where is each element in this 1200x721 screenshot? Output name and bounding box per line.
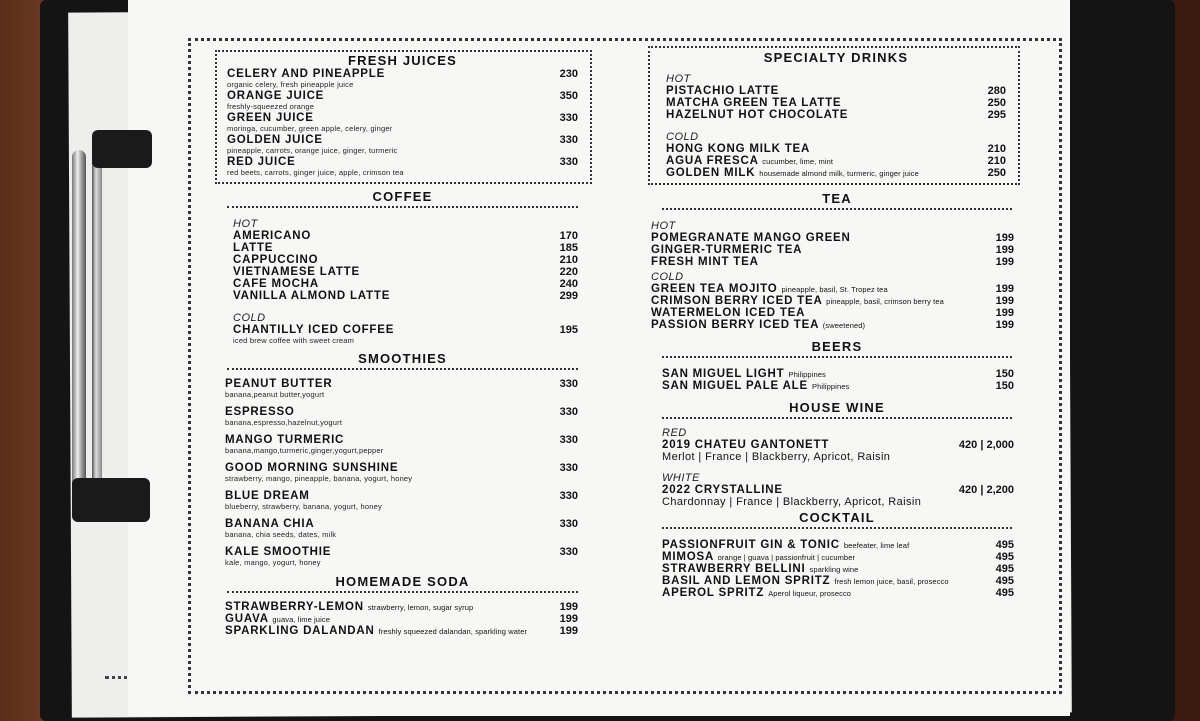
tea-cold-list xyxy=(651,283,1014,331)
wine-red-notes: Merlot | France | Blackberry, Apricot, Raisin xyxy=(662,451,891,463)
cocktail-list xyxy=(648,529,1020,599)
menu-item-name: STRAWBERRY-LEMON xyxy=(225,601,364,613)
wine-red-price: 420 | 2,000 xyxy=(958,439,1014,451)
menu-item xyxy=(225,546,578,567)
menu-item-price: 195 xyxy=(559,324,578,336)
section-title-homemade-soda: HOMEMADE SODA xyxy=(227,574,578,593)
menu-item-description: blueberry, strawberry, banana, yogurt, honey xyxy=(225,502,382,511)
wine-white-price: 420 | 2,200 xyxy=(958,484,1014,496)
menu-item-name-group xyxy=(225,613,330,625)
menu-item-price: 250 xyxy=(987,167,1006,179)
menu-item xyxy=(666,97,1006,109)
menu-item-name-group xyxy=(662,368,826,380)
menu-item-row xyxy=(227,112,578,124)
wine-white-label: WHITE xyxy=(662,472,700,484)
menu-item-description: banana,mango,turmeric,ginger,yogurt,pepper xyxy=(225,446,384,455)
menu-item-name-group xyxy=(662,587,851,599)
menu-item-name: WATERMELON ICED TEA xyxy=(651,307,806,319)
menu-item xyxy=(651,307,1014,319)
menu-item-name: STRAWBERRY BELLINI xyxy=(662,563,806,575)
menu-item xyxy=(651,295,1014,307)
menu-item-row xyxy=(666,97,1006,109)
menu-item-description: kale, mango, yogurt, honey xyxy=(225,558,321,567)
menu-item-name: CHANTILLY ICED COFFEE xyxy=(233,324,395,336)
menu-item-price: 210 xyxy=(559,254,578,266)
menu-item-description: cucumber, lime, mint xyxy=(762,157,834,166)
menu-item xyxy=(233,290,578,302)
menu-item xyxy=(651,319,1014,331)
section-title-specialty-drinks: SPECIALTY DRINKS xyxy=(763,50,909,65)
section-title-fresh-juices: FRESH JUICES xyxy=(347,53,458,68)
menu-item-name: GINGER-TURMERIC TEA xyxy=(651,244,803,256)
menu-item-price: 495 xyxy=(995,551,1014,563)
menu-item-price: 330 xyxy=(559,156,578,168)
coffee-hot-list xyxy=(233,230,578,302)
menu-item-price: 350 xyxy=(559,90,578,102)
menu-item xyxy=(227,112,578,133)
menu-item-description: iced brew coffee with sweet cream xyxy=(233,336,355,345)
menu-item-row xyxy=(666,109,1006,121)
menu-item-price: 330 xyxy=(559,434,578,446)
homemade-soda-list xyxy=(215,593,590,637)
wine-white-notes: Chardonnay | France | Blackberry, Apricot, Raisin xyxy=(662,496,922,508)
menu-item-price: 170 xyxy=(559,230,578,242)
menu-item-row xyxy=(225,462,578,474)
menu-item xyxy=(233,278,578,290)
menu-item-description: Aperol liqueur, prosecco xyxy=(768,589,852,598)
menu-item-row xyxy=(233,242,578,254)
menu-item-name: MANGO TURMERIC xyxy=(225,434,345,446)
menu-item-name: APEROL SPRITZ xyxy=(662,587,765,599)
menu-item-price: 230 xyxy=(559,68,578,80)
menu-item-name: BLUE DREAM xyxy=(225,490,310,502)
menu-item-price: 250 xyxy=(987,97,1006,109)
menu-item xyxy=(225,462,578,483)
menu-item-description: red beets, carrots, ginger juice, apple, crimson tea xyxy=(227,168,404,177)
menu-item-row xyxy=(227,156,578,168)
clip-bar xyxy=(72,150,86,520)
tea-hot-list xyxy=(651,232,1014,268)
left-column xyxy=(215,50,590,637)
wine-item-white xyxy=(662,484,1014,496)
right-column xyxy=(648,46,1020,599)
menu-item xyxy=(662,575,1014,587)
section-title-cocktail: COCKTAIL xyxy=(662,510,1012,529)
menu-item-name-group xyxy=(662,380,849,392)
menu-item-name: GOLDEN JUICE xyxy=(227,134,323,146)
menu-item-name: GREEN JUICE xyxy=(227,112,314,124)
menu-item-name-group xyxy=(662,575,949,587)
menu-item xyxy=(225,613,578,625)
fresh-juices-list xyxy=(227,68,578,177)
menu-item-row xyxy=(225,546,578,558)
menu-item-price: 495 xyxy=(995,563,1014,575)
menu-item xyxy=(225,378,578,399)
menu-item-name-group xyxy=(651,283,888,295)
section-title-smoothies: SMOOTHIES xyxy=(227,351,578,370)
menu-item xyxy=(651,283,1014,295)
menu-item xyxy=(662,551,1014,563)
menu-item-name: MATCHA GREEN TEA LATTE xyxy=(666,97,842,109)
menu-item-description: Philippines xyxy=(811,382,850,391)
menu-item-price: 185 xyxy=(559,242,578,254)
menu-item-row xyxy=(227,68,578,80)
menu-item-name-group xyxy=(662,563,858,575)
menu-item-price: 240 xyxy=(559,278,578,290)
menu-item-name: AMERICANO xyxy=(233,230,312,242)
menu-item-description: banana, chia seeds, dates, milk xyxy=(225,530,337,539)
menu-item-name-group xyxy=(651,295,944,307)
menu-item-price: 199 xyxy=(995,319,1014,331)
specialty-cold-list xyxy=(666,143,1006,179)
menu-item-name: PISTACHIO LATTE xyxy=(666,85,780,97)
menu-item-name: CAPPUCCINO xyxy=(233,254,319,266)
specialty-cold-label: COLD xyxy=(666,131,699,143)
menu-item-name: GUAVA xyxy=(225,613,269,625)
menu-item-name: POMEGRANATE MANGO GREEN xyxy=(651,232,851,244)
menu-item-row xyxy=(233,290,578,302)
menu-item-name: GREEN TEA MOJITO xyxy=(651,283,778,295)
menu-item-name: BASIL AND LEMON SPRITZ xyxy=(662,575,831,587)
menu-item-description: guava, lime juice xyxy=(272,615,330,624)
menu-item-price: 330 xyxy=(559,112,578,124)
beers-list xyxy=(648,358,1020,392)
menu-item xyxy=(225,406,578,427)
menu-item xyxy=(662,368,1014,380)
clipboard-clip xyxy=(52,130,152,530)
menu-item-name: SAN MIGUEL LIGHT xyxy=(662,368,785,380)
menu-item-name: BANANA CHIA xyxy=(225,518,315,530)
tea-list xyxy=(648,210,1020,331)
menu-item xyxy=(662,587,1014,599)
menu-item-name: GOOD MORNING SUNSHINE xyxy=(225,462,399,474)
menu-item-price: 280 xyxy=(987,85,1006,97)
wine-white-name: 2022 CRYSTALLINE xyxy=(662,484,783,496)
wine-red-label: RED xyxy=(662,427,687,439)
menu-item-description: housemade almond milk, turmeric, ginger juice xyxy=(759,169,919,178)
menu-item-name: CAFE MOCHA xyxy=(233,278,319,290)
menu-item xyxy=(651,256,1014,268)
menu-item-row xyxy=(225,378,578,390)
specialty-drinks-box xyxy=(648,46,1020,185)
menu-item-price: 199 xyxy=(995,244,1014,256)
menu-item-price: 295 xyxy=(987,109,1006,121)
tea-hot-label: HOT xyxy=(651,220,676,232)
menu-item-name: CRIMSON BERRY ICED TEA xyxy=(651,295,823,307)
menu-item-price: 199 xyxy=(559,613,578,625)
menu-item xyxy=(666,155,1006,167)
menu-item-description: freshly-squeezed orange xyxy=(227,102,315,111)
menu-item-row xyxy=(225,490,578,502)
clip-arm xyxy=(92,148,102,520)
menu-item xyxy=(225,434,578,455)
menu-item xyxy=(225,490,578,511)
menu-item-row xyxy=(227,90,578,102)
menu-item-name: MIMOSA xyxy=(662,551,714,563)
menu-item-description: (sweetened) xyxy=(822,321,866,330)
menu-item-name-group xyxy=(662,539,909,551)
menu-item-description: organic celery, fresh pineapple juice xyxy=(227,80,354,89)
menu-item-name: GOLDEN MILK xyxy=(666,167,756,179)
section-title-coffee: COFFEE xyxy=(227,189,578,208)
menu-item-price: 199 xyxy=(559,625,578,637)
menu-item xyxy=(666,85,1006,97)
menu-item xyxy=(227,90,578,111)
menu-item-row xyxy=(225,434,578,446)
menu-item-name: HAZELNUT HOT CHOCOLATE xyxy=(666,109,849,121)
menu-item-price: 150 xyxy=(995,368,1014,380)
menu-item-name: PASSIONFRUIT GIN & TONIC xyxy=(662,539,840,551)
menu-item-name-group xyxy=(651,232,851,244)
section-title-beers: BEERS xyxy=(662,339,1012,358)
menu-item-description: freshly squeezed dalandan, sparkling water xyxy=(378,627,528,636)
menu-item-price: 199 xyxy=(995,256,1014,268)
menu-item-description: banana,espresso,hazelnut,yogurt xyxy=(225,418,343,427)
menu-item-name-group xyxy=(225,625,527,637)
menu-item-name-group xyxy=(651,256,759,268)
menu-item-name: KALE SMOOTHIE xyxy=(225,546,332,558)
menu-item-price: 199 xyxy=(559,601,578,613)
menu-item-name-group xyxy=(225,601,473,613)
menu-item xyxy=(225,625,578,637)
menu-item-price: 220 xyxy=(559,266,578,278)
menu-item-name: PASSION BERRY ICED TEA xyxy=(651,319,819,331)
menu-item-row xyxy=(233,278,578,290)
menu-item xyxy=(666,167,1006,179)
menu-item-description: pineapple, basil, crimson berry tea xyxy=(826,297,944,306)
smoothies-list xyxy=(215,370,590,567)
menu-item-price: 495 xyxy=(995,575,1014,587)
wine-red-name: 2019 CHATEU GANTONETT xyxy=(662,439,830,451)
menu-item-name-group xyxy=(651,307,805,319)
menu-item-row xyxy=(227,134,578,146)
menu-item xyxy=(651,232,1014,244)
menu-item-name: HONG KONG MILK TEA xyxy=(666,143,811,155)
menu-item-price: 199 xyxy=(995,232,1014,244)
menu-item xyxy=(662,539,1014,551)
menu-item-price: 330 xyxy=(559,462,578,474)
menu-item xyxy=(225,518,578,539)
menu-item-row xyxy=(233,230,578,242)
menu-item-description: strawberry, lemon, sugar syrup xyxy=(367,603,474,612)
specialty-hot-label: HOT xyxy=(666,73,691,85)
tea-cold-label: COLD xyxy=(651,271,684,283)
menu-item-name: PEANUT BUTTER xyxy=(225,378,333,390)
coffee-cold-list xyxy=(233,324,578,345)
menu-item-price: 330 xyxy=(559,546,578,558)
menu-item-name-group xyxy=(662,551,855,563)
menu-item-description: orange | guava | passionfruit | cucumber xyxy=(717,553,856,562)
menu-item-price: 150 xyxy=(995,380,1014,392)
menu-item xyxy=(233,242,578,254)
menu-item-name: RED JUICE xyxy=(227,156,296,168)
menu-item-name-group xyxy=(666,155,833,167)
section-title-house-wine: HOUSE WINE xyxy=(662,400,1012,419)
menu-item-price: 199 xyxy=(995,283,1014,295)
clip-cap-bottom xyxy=(72,478,150,522)
clip-cap-top xyxy=(92,130,152,168)
coffee-cold-label: COLD xyxy=(233,312,266,324)
menu-item-description: sparkling wine xyxy=(809,565,859,574)
menu-item-name: ESPRESSO xyxy=(225,406,295,418)
menu-item-row xyxy=(225,406,578,418)
menu-item-name: ORANGE JUICE xyxy=(227,90,325,102)
menu-item-row xyxy=(233,324,578,336)
menu-item-row xyxy=(666,85,1006,97)
menu-item-price: 299 xyxy=(559,290,578,302)
menu-item xyxy=(233,230,578,242)
menu-item-price: 495 xyxy=(995,587,1014,599)
menu-item-description: pineapple, carrots, orange juice, ginger, turmeric xyxy=(227,146,398,155)
menu-item-price: 210 xyxy=(987,143,1006,155)
menu-item-name: AGUA FRESCA xyxy=(666,155,759,167)
menu-item xyxy=(666,109,1006,121)
menu-item-row xyxy=(225,518,578,530)
menu-item-name-group xyxy=(666,167,919,179)
menu-item-name: VANILLA ALMOND LATTE xyxy=(233,290,391,302)
menu-item-name-group xyxy=(666,143,810,155)
menu-item-price: 330 xyxy=(559,518,578,530)
menu-item-price: 330 xyxy=(559,490,578,502)
menu-item-price: 330 xyxy=(559,134,578,146)
menu-item xyxy=(227,134,578,155)
coffee-hot-label: HOT xyxy=(233,218,258,230)
menu-item xyxy=(225,601,578,613)
menu-item xyxy=(662,563,1014,575)
menu-item-name: SPARKLING DALANDAN xyxy=(225,625,375,637)
menu-item-price: 330 xyxy=(559,406,578,418)
section-title-tea: TEA xyxy=(662,191,1012,210)
menu-item-name: VIETNAMESE LATTE xyxy=(233,266,360,278)
menu-item-description: pineapple, basil, St. Tropez tea xyxy=(781,285,888,294)
menu-item-row xyxy=(233,266,578,278)
menu-item-description: beefeater, lime leaf xyxy=(843,541,910,550)
menu-item-name-group xyxy=(651,319,865,331)
menu-item xyxy=(233,266,578,278)
menu-item xyxy=(227,68,578,89)
specialty-hot-list xyxy=(666,85,1006,121)
menu-item xyxy=(666,143,1006,155)
coffee-list xyxy=(215,208,590,345)
menu-item-name: SAN MIGUEL PALE ALE xyxy=(662,380,808,392)
menu-item-row xyxy=(233,254,578,266)
menu-item-description: Philippines xyxy=(788,370,826,379)
menu-item-description: strawberry, mango, pineapple, banana, yogurt, honey xyxy=(225,474,413,483)
menu-item-price: 210 xyxy=(987,155,1006,167)
fresh-juices-box xyxy=(215,50,592,184)
menu-item xyxy=(233,254,578,266)
menu-item-price: 495 xyxy=(995,539,1014,551)
menu-item-name-group xyxy=(651,244,802,256)
menu-item-description: banana,peanut butter,yogurt xyxy=(225,390,325,399)
menu-item-description: fresh lemon juice, basil, prosecco xyxy=(834,577,949,586)
menu-item xyxy=(227,156,578,177)
menu-item xyxy=(662,380,1014,392)
menu-item-price: 330 xyxy=(559,378,578,390)
menu-item-name: LATTE xyxy=(233,242,274,254)
menu-item-name: CELERY AND PINEAPPLE xyxy=(227,68,386,80)
menu-item-description: moringa, cucumber, green apple, celery, ginger xyxy=(227,124,393,133)
menu-item xyxy=(651,244,1014,256)
menu-item xyxy=(233,324,578,345)
wine-item-red xyxy=(662,439,1014,451)
menu-item-price: 199 xyxy=(995,295,1014,307)
house-wine-list xyxy=(648,419,1020,508)
menu-item-name: FRESH MINT TEA xyxy=(651,256,759,268)
menu-item-price: 199 xyxy=(995,307,1014,319)
